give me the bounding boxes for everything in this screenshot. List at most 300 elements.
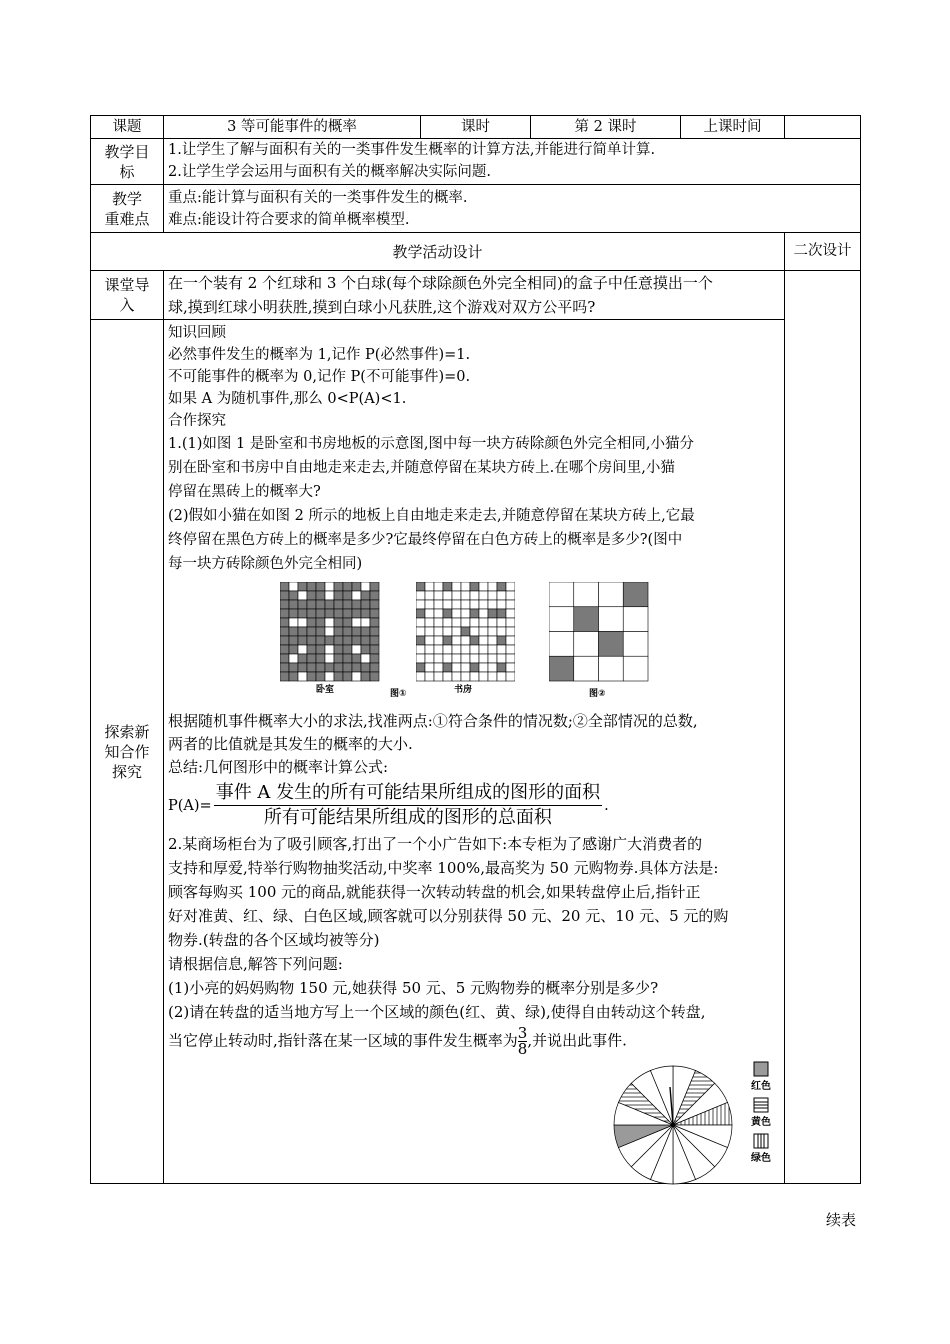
floor-tile (488, 591, 497, 600)
green-legend-icon (753, 1133, 769, 1149)
floor-tile (470, 645, 479, 654)
floor-tile (488, 618, 497, 627)
floor-tile (479, 609, 488, 618)
floor-tile (298, 645, 307, 654)
floor-figures (168, 580, 780, 710)
floor-tile (280, 618, 289, 627)
floor-tile (416, 627, 425, 636)
floor-tile (461, 636, 470, 645)
floor-tile (352, 609, 361, 618)
floor-tile (343, 636, 352, 645)
floor-tile (497, 582, 506, 591)
floor-tile (599, 607, 624, 632)
floor-tile (479, 672, 488, 681)
floor-tile (434, 591, 443, 600)
floor-tile (479, 627, 488, 636)
floor-tile (506, 600, 515, 609)
intro-content: 在一个装有 2 个红球和 3 个白球(每个球除颜色外完全相同)的盒子中任意摸出一个 球,摸到红球小明获胜,摸到白球小凡获胜,这个游戏对双方公平吗? (164, 271, 785, 320)
caption-fig1: 图① (390, 689, 407, 699)
second-design-label: 二次设计 (785, 233, 861, 271)
floor-tile (497, 654, 506, 663)
floor-tile (343, 663, 352, 672)
floor-tile (425, 591, 434, 600)
floor-tile (352, 591, 361, 600)
floor-tile (334, 627, 343, 636)
floor-tile (370, 627, 379, 636)
floor-tile (443, 600, 452, 609)
floor-tile (361, 627, 370, 636)
floor-tile (289, 654, 298, 663)
floor-tile (289, 618, 298, 627)
floor-tile (623, 632, 648, 657)
floor-tile (434, 654, 443, 663)
floor-tile (443, 582, 452, 591)
floor-tile (352, 618, 361, 627)
floor-tile (416, 663, 425, 672)
floor-tile (289, 609, 298, 618)
floor-tile (479, 645, 488, 654)
floor-tile (280, 672, 289, 681)
floor-tile (280, 591, 289, 600)
floor-tile (443, 672, 452, 681)
floor-tile (370, 654, 379, 663)
floor-tile (461, 654, 470, 663)
floor-tile (497, 618, 506, 627)
floor-tile (599, 656, 624, 681)
floor-tile (370, 609, 379, 618)
floor-tile (298, 672, 307, 681)
floor-tile (425, 645, 434, 654)
floor-tile (416, 609, 425, 618)
floor-tile (361, 609, 370, 618)
floor-tile (461, 600, 470, 609)
goals-label: 教学目标 (91, 139, 164, 185)
floor-tile (316, 609, 325, 618)
floor-tile (488, 600, 497, 609)
floor-tile (361, 600, 370, 609)
floor-tile (343, 627, 352, 636)
floor-tile (280, 600, 289, 609)
keypoints-content (164, 185, 861, 233)
floor-tile (443, 663, 452, 672)
floor-tile (488, 645, 497, 654)
floor-tile (325, 645, 334, 654)
floor-tile (506, 591, 515, 600)
caption-bedroom: 卧室 (316, 685, 335, 695)
floor-tile (352, 672, 361, 681)
lesson-table (90, 115, 861, 1184)
floor-tile (452, 663, 461, 672)
floor-tile (434, 672, 443, 681)
floor-tile (549, 607, 574, 632)
floor-tile (599, 632, 624, 657)
floor-tile (361, 618, 370, 627)
floor-tile (343, 609, 352, 618)
floor-tile (307, 627, 316, 636)
floor-tile (479, 618, 488, 627)
floor-tile (343, 600, 352, 609)
floor-tile (416, 645, 425, 654)
floor-tile (370, 591, 379, 600)
floor-tile (506, 672, 515, 681)
time-label: 上课时间 (681, 116, 785, 139)
spinner-legend: 红色 黄色 绿色 (746, 1061, 776, 1165)
red-legend-icon (753, 1061, 769, 1077)
floor-tile (361, 663, 370, 672)
keypoints-label: 教学 重难点 (91, 185, 164, 233)
floor-tile (416, 618, 425, 627)
floor-tile (425, 636, 434, 645)
period-label: 课时 (421, 116, 531, 139)
floor-tile (361, 582, 370, 591)
floor-tile (425, 663, 434, 672)
floor-tile (316, 663, 325, 672)
floor-tile (334, 636, 343, 645)
floor-tile (506, 663, 515, 672)
floor-tile (434, 627, 443, 636)
floor-tile (574, 656, 599, 681)
floor-tile (307, 600, 316, 609)
floor-tile (325, 582, 334, 591)
floor-tile (361, 636, 370, 645)
floor-tile (479, 663, 488, 672)
floor-tile (352, 645, 361, 654)
floor-tile (470, 582, 479, 591)
floor-tile (361, 654, 370, 663)
floor-tile (443, 627, 452, 636)
floor-tile (334, 582, 343, 591)
floor-tile (506, 636, 515, 645)
floor-tile (316, 636, 325, 645)
floor-tile (574, 632, 599, 657)
floor-tile (443, 618, 452, 627)
floor-tile (425, 627, 434, 636)
floor-tile (352, 627, 361, 636)
floor-tile (452, 654, 461, 663)
floor-tile (599, 582, 624, 607)
explore-content: 知识回顾 必然事件发生的概率为 1,记作 P(必然事件)=1. 不可能事件的概率为 0,记作 P(不可能事件)=0. 如果 A 为随机事件,那么 0<P(A)<1. 合作探究 1.(1)如图 1 是卧室和书房地板的示意图,图中每一块方砖除颜色外完全相同,小猫分 别在卧室和书房中自由地走来走去,并随意停留在某块方砖上.在哪个房间里,小猫 停留在黑砖上的概率大? (2)假如小猫在如图 2 所示的地板上自由地走来走去,并随意停留在某块方砖上,它最 终停留在黑色方砖上的概率是多少?它最终停留在白色方砖上的概率是多少?(图中 每一块方砖除颜色外完全相同) 卧室 图① 书房 图② 根据随机事件概率大小的求法,找准两点:①符合条件的情况数;②全部情况的总数, 两者的比值就是其发生的概率的大小. 总结:几何图形中的概率计算公式: P(A)= $\frac{\text{事件 A 发生的所有可能结果所组成的图形的面积}}{\text{所有可能结果所组成的图形的总面积}}$ . 2.某商场柜台为了吸引顾客,打出了一个小广告如下:本专柜为了感谢广大消费者的 支持和厚爱,特举行购物抽奖活动,中奖率 100%,最高奖为 50 元购物券.具体方法是: 顾客每购买 100 元的商品,就能获得一次转动转盘的机会,如果转盘停止后,指针正 好对准黄、红、绿、白色区域,顾客就可以分别获得 50 元、20 元、10 元、5 元的购 物券.(转盘的各个区域均被等分) 请根据信息,解答下列问题: (1)小亮的妈妈购物 150 元,她获得 50 元、5 元购物券的概率分别是多少? (2)请在转盘的适当地方写上一个区域的颜色(红、黄、绿),使得自由转动这个转盘, 当它停止转动时,指针落在某一区域的事件发生概率为 $\frac{3}{8}$ ,并说出此事件. 红色 黄色 绿色 (164, 320, 785, 1184)
floor-tile (289, 645, 298, 654)
topic-label: 课题 (91, 116, 164, 139)
floor-tile (280, 582, 289, 591)
floor-tile (361, 645, 370, 654)
floor-tile (334, 591, 343, 600)
floor-tile (497, 663, 506, 672)
floor-tile (343, 672, 352, 681)
second-design-column (785, 271, 861, 1184)
floor-tile (280, 636, 289, 645)
floor-tile (425, 600, 434, 609)
floor-tile (434, 645, 443, 654)
spinner-wheel (611, 1063, 735, 1187)
floor-tile (461, 591, 470, 600)
floor-tile (352, 654, 361, 663)
floor-tile (452, 600, 461, 609)
floor-tile (289, 663, 298, 672)
floor-tile (443, 654, 452, 663)
summary: 总结:几何图形中的概率计算公式: (168, 758, 389, 776)
floor-tile (416, 582, 425, 591)
floor-tile (623, 607, 648, 632)
floor-tile (443, 636, 452, 645)
goal-line: 1.让学生了解与面积有关的一类事件发生概率的计算方法,并能进行简单计算. (168, 142, 656, 158)
fraction-3-8: $\frac{3}{8}$ (517, 1024, 528, 1058)
floor-tile (506, 645, 515, 654)
floor-tile (549, 582, 574, 607)
floor-tile (307, 654, 316, 663)
floor-tile (361, 672, 370, 681)
floor-tile (470, 618, 479, 627)
floor-tile (307, 609, 316, 618)
floor-tile (434, 636, 443, 645)
floor-tile (574, 582, 599, 607)
floor-tile (452, 591, 461, 600)
difficulty-point: 难点:能设计符合要求的简单概率模型. (168, 212, 410, 228)
floor-tile (325, 654, 334, 663)
floor-tile (470, 627, 479, 636)
floor-tile (316, 645, 325, 654)
floor-tile (488, 609, 497, 618)
floor-tile (370, 645, 379, 654)
floor-tile (334, 654, 343, 663)
floor-tile (506, 618, 515, 627)
floor-tile (461, 627, 470, 636)
floor-tile (316, 582, 325, 591)
floor-tile (416, 636, 425, 645)
probability-formula: P(A)= $\frac{\text{事件 A 发生的所有可能结果所组成的图形的面积}}{\text{所有可能结果所组成的图形的总面积}}$ . (168, 782, 609, 828)
floor-tile (425, 582, 434, 591)
floor-tile (316, 591, 325, 600)
floor-tile (443, 645, 452, 654)
spinner-figure (168, 1065, 780, 1183)
floor-tile (452, 636, 461, 645)
floor-tile (416, 654, 425, 663)
floor-tile (316, 654, 325, 663)
floor-tile (370, 663, 379, 672)
floor-tile (452, 609, 461, 618)
floor-tile (280, 645, 289, 654)
floor-tile (307, 645, 316, 654)
floor-tile (434, 609, 443, 618)
floor-tile (549, 656, 574, 681)
floor-tile (307, 591, 316, 600)
floor-tile (325, 618, 334, 627)
bedroom-floor-grid (280, 582, 389, 682)
caption-study: 书房 (454, 685, 473, 695)
floor-tile (488, 627, 497, 636)
floor-tile (416, 591, 425, 600)
floor-tile (479, 600, 488, 609)
floor-tile (352, 663, 361, 672)
floor-tile (316, 600, 325, 609)
floor-tile (370, 582, 379, 591)
floor-tile (334, 672, 343, 681)
floor-tile (488, 582, 497, 591)
key-point: 重点:能计算与面积有关的一类事件发生的概率. (168, 190, 468, 206)
floor-tile (497, 636, 506, 645)
floor-tile (370, 618, 379, 627)
floor-tile (461, 618, 470, 627)
floor-tile (488, 636, 497, 645)
floor-tile (343, 654, 352, 663)
floor-tile (497, 600, 506, 609)
floor-tile (325, 609, 334, 618)
floor-tile (289, 636, 298, 645)
floor-tile (506, 609, 515, 618)
floor-tile (316, 627, 325, 636)
floor-tile (325, 591, 334, 600)
yellow-legend-icon (753, 1097, 769, 1113)
floor-tile (452, 627, 461, 636)
time-value (785, 116, 861, 139)
floor-tile (298, 582, 307, 591)
floor-tile (316, 618, 325, 627)
period-value: 第 2 课时 (531, 116, 681, 139)
floor-tile (452, 672, 461, 681)
floor-tile (479, 591, 488, 600)
floor-tile (298, 636, 307, 645)
formula-denominator: 所有可能结果所组成的图形的总面积 (263, 807, 552, 828)
floor-tile (298, 591, 307, 600)
floor-tile (470, 609, 479, 618)
topic-value: 3 等可能事件的概率 (164, 116, 421, 139)
floor-tile (280, 627, 289, 636)
floor-tile (325, 636, 334, 645)
floor-tile (307, 663, 316, 672)
floor-tile (506, 582, 515, 591)
floor-tile (416, 600, 425, 609)
floor-tile (470, 591, 479, 600)
floor-tile (352, 582, 361, 591)
floor-tile (307, 582, 316, 591)
floor-tile (497, 672, 506, 681)
floor-tile (334, 618, 343, 627)
floor-tile (461, 609, 470, 618)
explore-label: 探索新知合作探究 (91, 320, 164, 1184)
floor-tile (343, 591, 352, 600)
floor-tile (470, 654, 479, 663)
floor-tile (461, 645, 470, 654)
floor-tile (425, 618, 434, 627)
floor-tile (325, 672, 334, 681)
floor-tile (298, 618, 307, 627)
floor-tile (325, 663, 334, 672)
floor-tile (434, 663, 443, 672)
floor-tile (461, 582, 470, 591)
floor-tile (361, 591, 370, 600)
floor-tile (452, 645, 461, 654)
fig2-floor-grid (549, 582, 650, 682)
floor-tile (280, 663, 289, 672)
floor-tile (370, 636, 379, 645)
floor-tile (452, 582, 461, 591)
floor-tile (307, 672, 316, 681)
floor-tile (325, 627, 334, 636)
intro-label: 课堂导入 (91, 271, 164, 320)
activity-title: 教学活动设计 (91, 233, 785, 271)
floor-tile (434, 618, 443, 627)
floor-tile (352, 600, 361, 609)
floor-tile (343, 582, 352, 591)
floor-tile (298, 663, 307, 672)
floor-tile (289, 591, 298, 600)
continued-label: 续表 (826, 1211, 857, 1229)
floor-tile (280, 609, 289, 618)
floor-tile (623, 656, 648, 681)
floor-tile (470, 663, 479, 672)
study-floor-grid (416, 582, 515, 682)
floor-tile (479, 654, 488, 663)
floor-tile (425, 654, 434, 663)
floor-tile (574, 607, 599, 632)
floor-tile (370, 600, 379, 609)
formula-numerator: 事件 A 发生的所有可能结果所组成的图形的面积 (214, 781, 602, 806)
floor-tile (506, 654, 515, 663)
floor-tile (298, 627, 307, 636)
floor-tile (370, 672, 379, 681)
floor-tile (307, 618, 316, 627)
floor-tile (289, 600, 298, 609)
floor-tile (479, 636, 488, 645)
floor-tile (479, 582, 488, 591)
floor-tile (488, 672, 497, 681)
floor-tile (334, 600, 343, 609)
floor-tile (443, 591, 452, 600)
floor-tile (334, 663, 343, 672)
coop-title: 合作探究 (168, 413, 226, 429)
floor-tile (623, 582, 648, 607)
floor-tile (497, 645, 506, 654)
floor-tile (497, 591, 506, 600)
floor-tile (434, 600, 443, 609)
floor-tile (549, 632, 574, 657)
floor-tile (334, 645, 343, 654)
floor-tile (298, 609, 307, 618)
floor-tile (316, 672, 325, 681)
floor-tile (425, 672, 434, 681)
floor-tile (488, 663, 497, 672)
floor-tile (443, 609, 452, 618)
floor-tile (497, 609, 506, 618)
floor-tile (289, 672, 298, 681)
floor-tile (352, 636, 361, 645)
floor-tile (470, 672, 479, 681)
review-title: 知识回顾 (168, 325, 226, 341)
floor-tile (506, 627, 515, 636)
floor-tile (461, 672, 470, 681)
floor-tile (416, 672, 425, 681)
floor-tile (434, 582, 443, 591)
caption-fig2: 图② (589, 689, 606, 699)
floor-tile (298, 600, 307, 609)
floor-tile (470, 600, 479, 609)
floor-tile (307, 636, 316, 645)
floor-tile (280, 654, 289, 663)
floor-tile (298, 654, 307, 663)
floor-tile (425, 609, 434, 618)
floor-tile (325, 600, 334, 609)
floor-tile (452, 618, 461, 627)
floor-tile (289, 582, 298, 591)
floor-tile (334, 609, 343, 618)
floor-tile (289, 627, 298, 636)
floor-tile (461, 663, 470, 672)
floor-tile (343, 618, 352, 627)
goal-line: 2.让学生学会运用与面积有关的概率解决实际问题. (168, 164, 491, 180)
goals-content (164, 139, 861, 185)
floor-tile (470, 636, 479, 645)
floor-tile (343, 645, 352, 654)
